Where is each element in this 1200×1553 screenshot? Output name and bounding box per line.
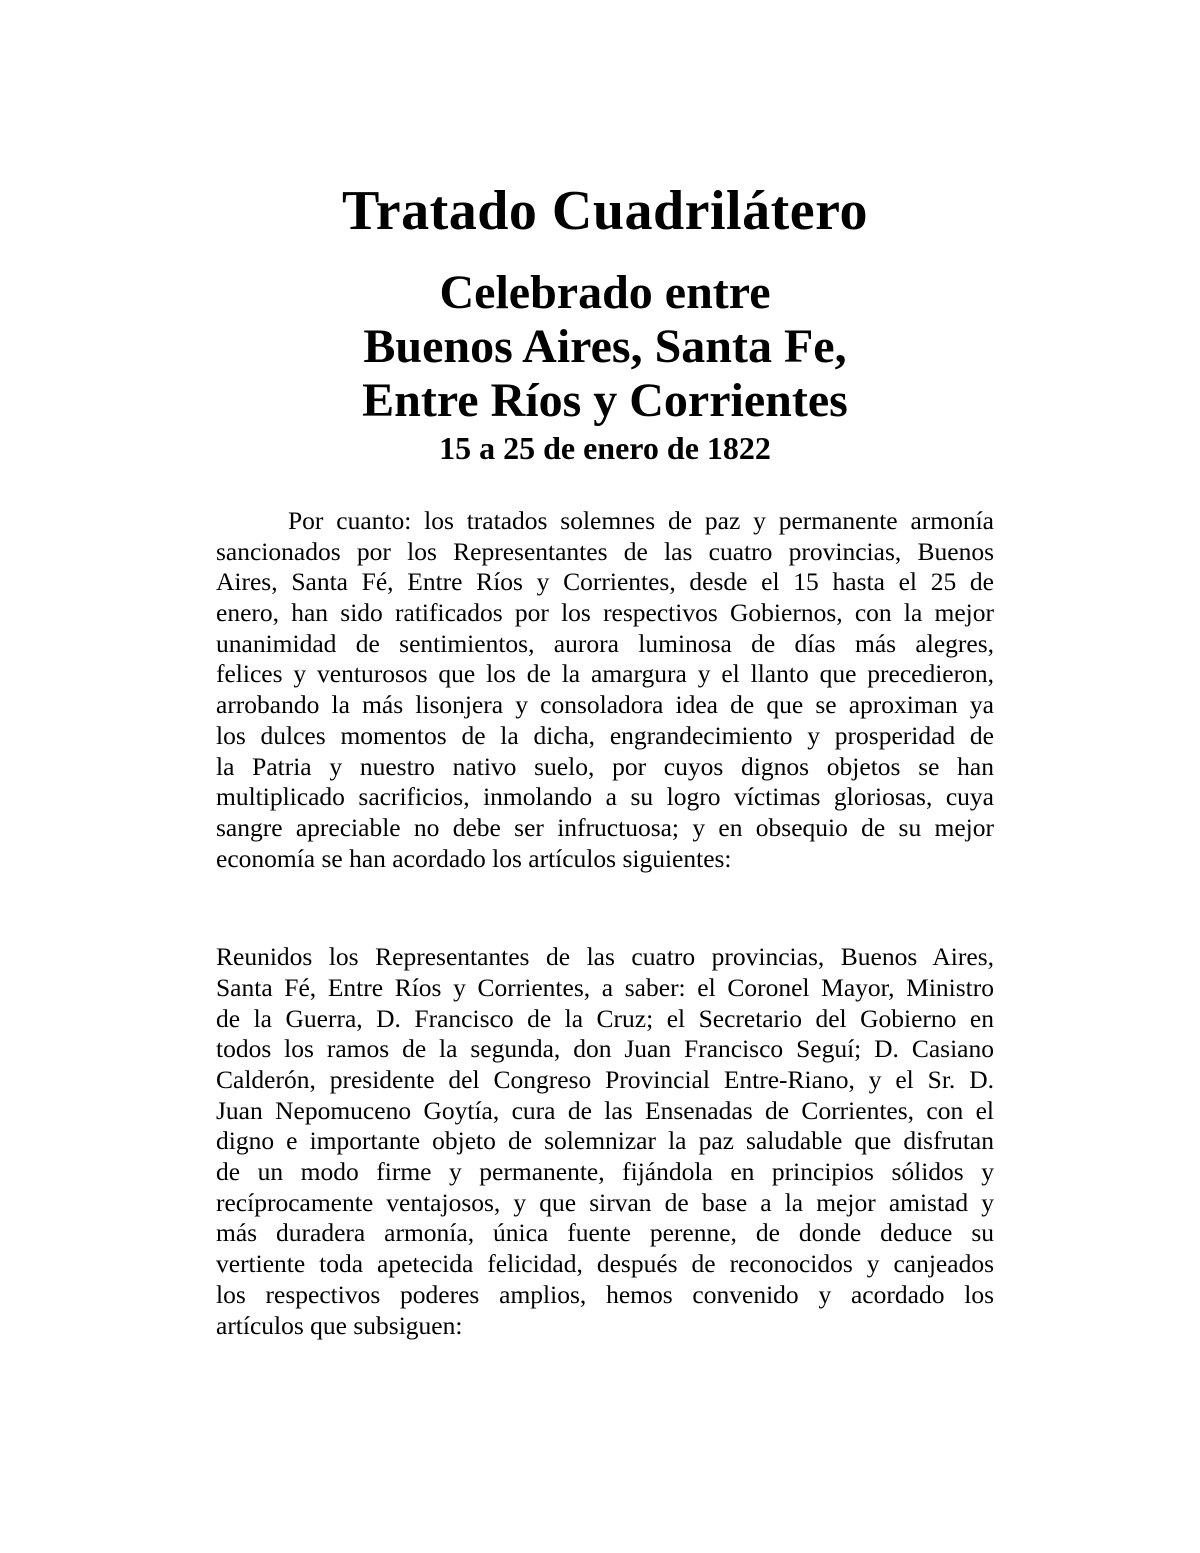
paragraph-line: Santa Fé, Entre Ríos y Corrientes, a saber: el Coronel Mayor, Ministro bbox=[216, 972, 994, 1002]
paragraph-line: enero, han sido ratificados por los respectivos Gobiernos, con la mejor bbox=[216, 598, 994, 628]
paragraph-line: felices y venturosos que los de la amargura y el llanto que precedieron, bbox=[216, 659, 994, 689]
paragraph-line: Calderón, presidente del Congreso Provincial Entre-Riano, y el Sr. D. bbox=[216, 1065, 994, 1094]
paragraph-preamble bbox=[216, 506, 994, 874]
paragraph-line: Reunidos los Representantes de las cuatro provincias, Buenos Aires, bbox=[216, 942, 994, 972]
paragraph-representatives bbox=[216, 942, 994, 1341]
paragraph-line: multiplicado sacrificios, inmolando a su logro víctimas gloriosas, cuya bbox=[216, 782, 994, 812]
document-subtitle-line: Celebrado entre bbox=[439, 266, 771, 319]
paragraph-line: sancionados por los Representantes de las cuatro provincias, Buenos bbox=[216, 536, 994, 566]
paragraph-line: economía se han acordado los artículos siguientes: bbox=[216, 843, 732, 873]
paragraph-line: de un modo firme y permanente, fijándola en principios sólidos y bbox=[216, 1157, 994, 1187]
document-date: 15 a 25 de enero de 1822 bbox=[439, 430, 771, 466]
paragraph-line: recíprocamente ventajosos, y que sirvan de base a la mejor amistad y bbox=[216, 1187, 994, 1217]
paragraph-line: vertiente toda apetecida felicidad, después de reconocidos y canjeados bbox=[216, 1249, 994, 1279]
paragraph-line: artículos que subsiguen: bbox=[216, 1310, 463, 1340]
paragraph-line: de la Guerra, D. Francisco de la Cruz; el Secretario del Gobierno en bbox=[216, 1003, 994, 1033]
paragraph-line: todos los ramos de la segunda, don Juan Francisco Seguí; D. Casiano bbox=[216, 1034, 994, 1064]
paragraph-line: unanimidad de sentimientos, aurora luminosa de días más alegres, bbox=[216, 628, 994, 658]
paragraph-line: digno e importante objeto de solemnizar la paz saludable que disfrutan bbox=[216, 1126, 994, 1156]
paragraph-line: sangre apreciable no debe ser infructuosa; y en obsequio de su mejor bbox=[216, 812, 994, 842]
document-title: Tratado Cuadrilátero bbox=[342, 180, 868, 242]
paragraph-line: Juan Nepomuceno Goytía, cura de las Ensenadas de Corrientes, con el bbox=[216, 1095, 994, 1125]
paragraph-line: los dulces momentos de la dicha, engrandecimiento y prosperidad de bbox=[216, 720, 994, 750]
document-subtitle-line: Entre Ríos y Corrientes bbox=[362, 374, 848, 427]
paragraph-line: más duradera armonía, única fuente perenne, de donde deduce su bbox=[216, 1218, 994, 1248]
paragraph-line: arrobando la más lisonjera y consoladora idea de que se aproximan ya bbox=[216, 690, 994, 720]
document-subtitle-line: Buenos Aires, Santa Fe, bbox=[363, 320, 847, 373]
paragraph-line: la Patria y nuestro nativo suelo, por cuyos dignos objetos se han bbox=[216, 751, 994, 781]
document-content bbox=[216, 0, 994, 1341]
document-subtitle bbox=[216, 266, 994, 428]
paragraph-line: Aires, Santa Fé, Entre Ríos y Corrientes, desde el 15 hasta el 25 de bbox=[216, 567, 994, 597]
paragraph-line: los respectivos poderes amplios, hemos convenido y acordado los bbox=[216, 1279, 994, 1309]
paragraph-line: Por cuanto: los tratados solemnes de paz y permanente armonía bbox=[288, 506, 994, 535]
